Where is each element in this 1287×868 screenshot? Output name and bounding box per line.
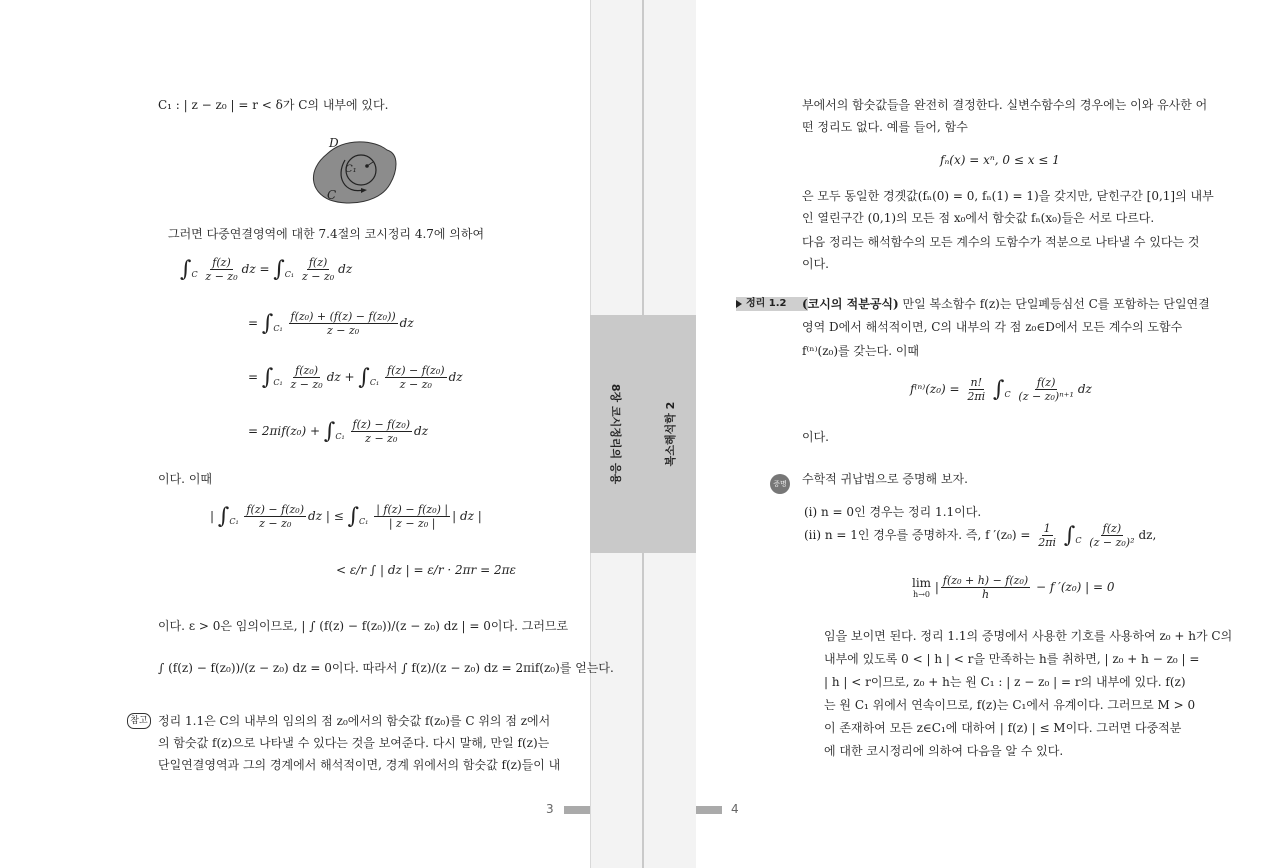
note-line-3: 단일연결영역과 그의 경계에서 해석적이면, 경계 위에서의 함숫값 f(z)들이 내: [158, 758, 561, 772]
book-tab-title: 복소해석학 2: [664, 401, 677, 467]
proof-case-2: (ii) n = 1인 경우를 증명하자. 즉, f ′(z₀) = $\frac{1}{2\pi i}$ $\int_C$ $\frac{f(z)}{\text{(z − z₀)²}}$ dz,: [804, 522, 1157, 549]
figure-label-c: C: [327, 188, 337, 202]
figure-label-c1: C₁: [345, 164, 357, 175]
chapter-tab-title: 8장 코시정리의 응용: [609, 383, 622, 485]
note-line-2: 의 함숫값 f(z)으로 나타낼 수 있다는 것을 보여준다. 다시 말해, 만일 f(z)는: [158, 736, 550, 750]
limit-equation: lim h→0 | $\frac{\text{f(z₀ + h) − f(z₀)}}{h}$ − f ′(z₀) | = 0: [912, 574, 1115, 601]
proof-line-1: 임을 보이면 된다. 정리 1.1의 증명에서 사용한 기호를 사용하여 z₀ + h가 C의: [824, 629, 1233, 643]
equation-4: = $2\pi if(z_0) + \int_{C_1}$ $\frac{\text{f(z) − f(z₀)}}{\text{z − z₀}}$ dz: [248, 418, 429, 445]
left-para-1: 그러면 다중연결영역에 대한 7.4절의 코시정리 4.7에 의하여: [168, 227, 485, 241]
note-line-1: 정리 1.1은 C의 내부의 임의의 점 z₀에서의 함숫값 f(z₀)를 C 위의 점 z에서: [158, 714, 551, 728]
page-bar-right: [696, 806, 722, 814]
proof-line-4: 는 원 C₁ 위에서 연속이므로, f(z)는 C₁에서 유계이다. 그러므로 M > 0: [824, 698, 1196, 712]
equation-3: = $\int_{C_1}$ $\frac{\text{f(z₀)}}{\text{z − z₀}}$ dz + $\int_{C_1}$ $\frac{\text{f(z) − f(z₀)}}{\text{z − z₀}}$ dz: [248, 364, 463, 391]
proof-intro: 수학적 귀납법으로 증명해 보자.: [802, 472, 968, 486]
inequality-1: | $\int_{C_1}$ $\frac{\text{f(z) − f(z₀)}}{\text{z − z₀}}$ dz | ≤ $\int_{C_1}$ $\frac{\text{| f(z) − f(z₀) |}}{\text{| z − z₀ |}}$ | dz |: [210, 503, 482, 530]
proof-line-3: | h | < r이므로, z₀ + h는 원 C₁ : | z − z₀ | = r의 내부에 있다. f(z): [824, 675, 1186, 689]
chapter-tab-right: [644, 315, 696, 553]
note-badge: 참고: [127, 713, 151, 729]
right-line-5: 다음 정리는 해석함수의 모든 계수의 도함수가 적분으로 나타낼 수 있다는 것: [802, 235, 1200, 249]
theorem-title: (코시의 적분공식): [802, 297, 899, 311]
proof-line-2: 내부에 있도록 0 < | h | < r을 만족하는 h를 취하면, | z₀ + h − z₀ | =: [824, 652, 1200, 666]
theorem-line-1: [802, 295, 1210, 313]
left-para-3: ∫ (f(z) − f(z₀))/(z − z₀) dz = 0이다. 따라서 ∫ f(z)/(z − z₀) dz = 2πif(z₀)를 얻는다.: [158, 661, 614, 675]
theorem-badge: 정리 1.2: [736, 297, 808, 311]
cauchy-integral-formula: f⁽ⁿ⁾(z₀) = $\frac{n!}{2\pi i}$ $\int_C$ $\frac{f(z)}{\text{(z − z₀)ⁿ⁺¹}}$ dz: [910, 376, 1092, 403]
theorem-line-2: 영역 D에서 해석적이면, C의 내부의 각 점 z₀∈D에서 모든 계수의 도함수: [802, 320, 1183, 334]
theorem-text-1: 만일 복소함수 f(z)는 단일폐등심선 C를 포함하는 단일연결: [902, 297, 1210, 311]
page-number-right: 4: [731, 802, 739, 816]
function-definition: fₙ(x) = xⁿ, 0 ≤ x ≤ 1: [940, 153, 1060, 167]
right-line-2: 떤 정리도 없다. 예를 들어, 함수: [802, 120, 968, 134]
right-line-3: 은 모두 동일한 경곗값(fₙ(0) = 0, fₙ(1) = 1)을 갖지만, 닫힌구간 [0,1]의 내부: [802, 189, 1214, 203]
proof-case-1: (i) n = 0인 경우는 정리 1.1이다.: [804, 505, 982, 519]
inequality-2: < ε/r ∫ | dz | = ε/r · 2πr = 2πε: [336, 563, 516, 577]
right-ida: 이다.: [802, 430, 829, 444]
right-page: [696, 0, 1287, 868]
left-page: [0, 0, 614, 868]
right-line-1: 부에서의 함숫값들을 완전히 결정한다. 실변수함수의 경우에는 이와 유사한 어: [802, 98, 1208, 112]
figure-label-d: D: [329, 136, 339, 150]
chapter-tab-left: [590, 315, 642, 553]
proof-line-5: 이 존재하여 모든 z∈C₁에 대하여 | f(z) | ≤ M이다. 그러면 다중적분: [824, 721, 1182, 735]
left-ida-ttae: 이다. 이때: [158, 472, 212, 486]
left-line-1: C₁ : | z − z₀ | = r < δ가 C의 내부에 있다.: [158, 98, 389, 112]
equation-1: $\int_C$ $\frac{f(z)}{\text{z − z₀}}$ dz = $\int_{C_1}$ $\frac{f(z)}{\text{z − z₀}}$ dz: [180, 256, 353, 283]
equation-2: = $\int_{C_1}$ $\frac{\text{f(z₀) + (f(z) − f(z₀))}}{\text{z − z₀}}$ dz: [248, 310, 414, 337]
theorem-line-3: f⁽ⁿ⁾(z₀)를 갖는다. 이때: [802, 344, 920, 358]
right-line-6: 이다.: [802, 257, 829, 271]
left-para-2: 이다. ε > 0은 임의이므로, | ∫ (f(z) − f(z₀))/(z − z₀) dz | = 0이다. 그러므로: [158, 619, 569, 633]
proof-line-6: 에 대한 코시정리에 의하여 다음을 알 수 있다.: [824, 744, 1064, 758]
right-line-4: 인 열린구간 (0,1)의 모든 점 x₀에서 함숫값 fₙ(x₀)들은 서로 다르다.: [802, 211, 1155, 225]
page-bar-left: [564, 806, 590, 814]
proof-badge: 증명: [770, 474, 790, 494]
page-number-left: 3: [546, 802, 554, 816]
